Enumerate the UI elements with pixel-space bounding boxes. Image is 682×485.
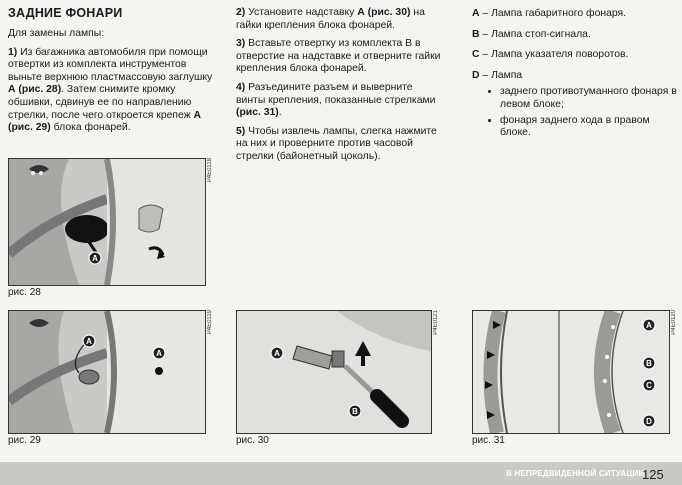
legend-d-text: – Лампа [479, 69, 523, 81]
legend-b-text: – Лампа стоп-сигнала. [479, 28, 591, 40]
figure-29-callout-a-left: A [86, 337, 92, 346]
legend-b [472, 29, 677, 42]
figure-29-callout-a-right: A [156, 349, 162, 358]
figure-28-caption: рис. 28 [8, 287, 41, 298]
step-2-text-a: Установите надставку [248, 7, 358, 18]
step-1-ref-1: А (рис. 28) [8, 84, 62, 96]
step-2-number: 2) [236, 7, 246, 18]
figure-28-illustration [9, 159, 205, 285]
column-1 [8, 28, 220, 141]
step-1-number: 1) [8, 46, 18, 58]
figure-28 [8, 158, 206, 286]
figure-31-callout-b: B [646, 359, 652, 368]
step-3 [236, 38, 441, 76]
step-5-number: 5) [236, 125, 246, 137]
figure-30-callout-b: B [352, 407, 358, 416]
step-2 [236, 7, 441, 32]
legend-d [472, 70, 677, 83]
legend-a [472, 8, 677, 21]
step-2-ref: А (рис. 30) [357, 7, 411, 18]
bullet-item: • заднего противотуманного фонаря в левом блоке; [500, 86, 677, 111]
figure-29 [8, 310, 206, 434]
figure-30-illustration [237, 311, 431, 433]
figure-29-illustration [9, 311, 205, 433]
step-1-text-b: . Затем снимите кромку обшивки, сдвинув ее по направлению стрелки, после чего откроется крепеж [8, 84, 194, 121]
figure-28-code: P4E0118 [207, 158, 213, 183]
legend-a-text: – Лампа габаритного фонаря. [479, 8, 627, 19]
figure-31 [472, 310, 670, 434]
step-1 [8, 47, 220, 135]
step-1-text-c: блока фонарей. [50, 122, 131, 134]
figure-31-illustration [473, 311, 669, 433]
step-5-text: Чтобы извлечь лампы, слегка нажмите на них и проверните против часовой стрелки (байонетный цоколь). [236, 125, 437, 162]
legend-d-bullets [472, 86, 677, 139]
figure-31-callout-c: C [646, 381, 652, 390]
step-4 [236, 82, 441, 120]
intro-text: Для замены лампы: [8, 28, 105, 39]
bullet-item: • фонаря заднего хода в правом блоке. [500, 115, 677, 140]
step-4-ref: (рис. 31) [236, 107, 279, 119]
step-4-text-a: Разъедините разъем и выверните винты крепления, показанные стрелками [236, 81, 436, 106]
step-4-text-b: . [278, 107, 282, 119]
figure-31-code: P4E0120 [671, 310, 677, 335]
legend-c-key: C [472, 49, 480, 61]
step-1-ref-2: А (рис. 29) [8, 109, 202, 134]
figure-31-callout-a: A [646, 321, 652, 330]
legend-a-key: A [472, 8, 480, 19]
figure-30-caption: рис. 30 [236, 435, 269, 446]
legend-d-key: D [472, 69, 480, 81]
step-5 [236, 126, 441, 164]
footer-section-title: В НЕПРЕДВИДЕННОЙ СИТУАЦИИ [506, 469, 645, 478]
figure-31-caption: рис. 31 [472, 435, 505, 446]
figure-29-caption: рис. 29 [8, 435, 41, 446]
figure-30-callout-a: A [274, 349, 280, 358]
step-3-text: Вставьте отвертку из комплекта В в отверстие на надставке и отверните гайки крепления блока фонарей. [236, 38, 441, 75]
figure-28-callout-a: A [92, 254, 98, 263]
figure-30 [236, 310, 432, 434]
figure-31-callout-d: D [646, 417, 652, 426]
step-2-text-b: на гайки крепления блока фонарей. [236, 7, 425, 31]
legend-c [472, 49, 677, 62]
step-3-number: 3) [236, 38, 246, 50]
legend-c-text: – Лампа указателя поворотов. [479, 49, 629, 61]
step-1-text-a: Из багажника автомобиля при помощи отвертки из комплекта инструментов выньте верхнюю пластмассовую заглушку [8, 46, 213, 83]
section-heading: ЗАДНИЕ ФОНАРИ [8, 6, 123, 20]
column-3 [472, 8, 677, 143]
legend-b-key: B [472, 28, 480, 40]
figure-29-code: P4E0119 [207, 310, 213, 335]
column-2 [236, 7, 441, 170]
figure-30-code: P4E0121 [433, 310, 439, 335]
step-4-number: 4) [236, 81, 246, 93]
page-number: 125 [642, 467, 664, 482]
